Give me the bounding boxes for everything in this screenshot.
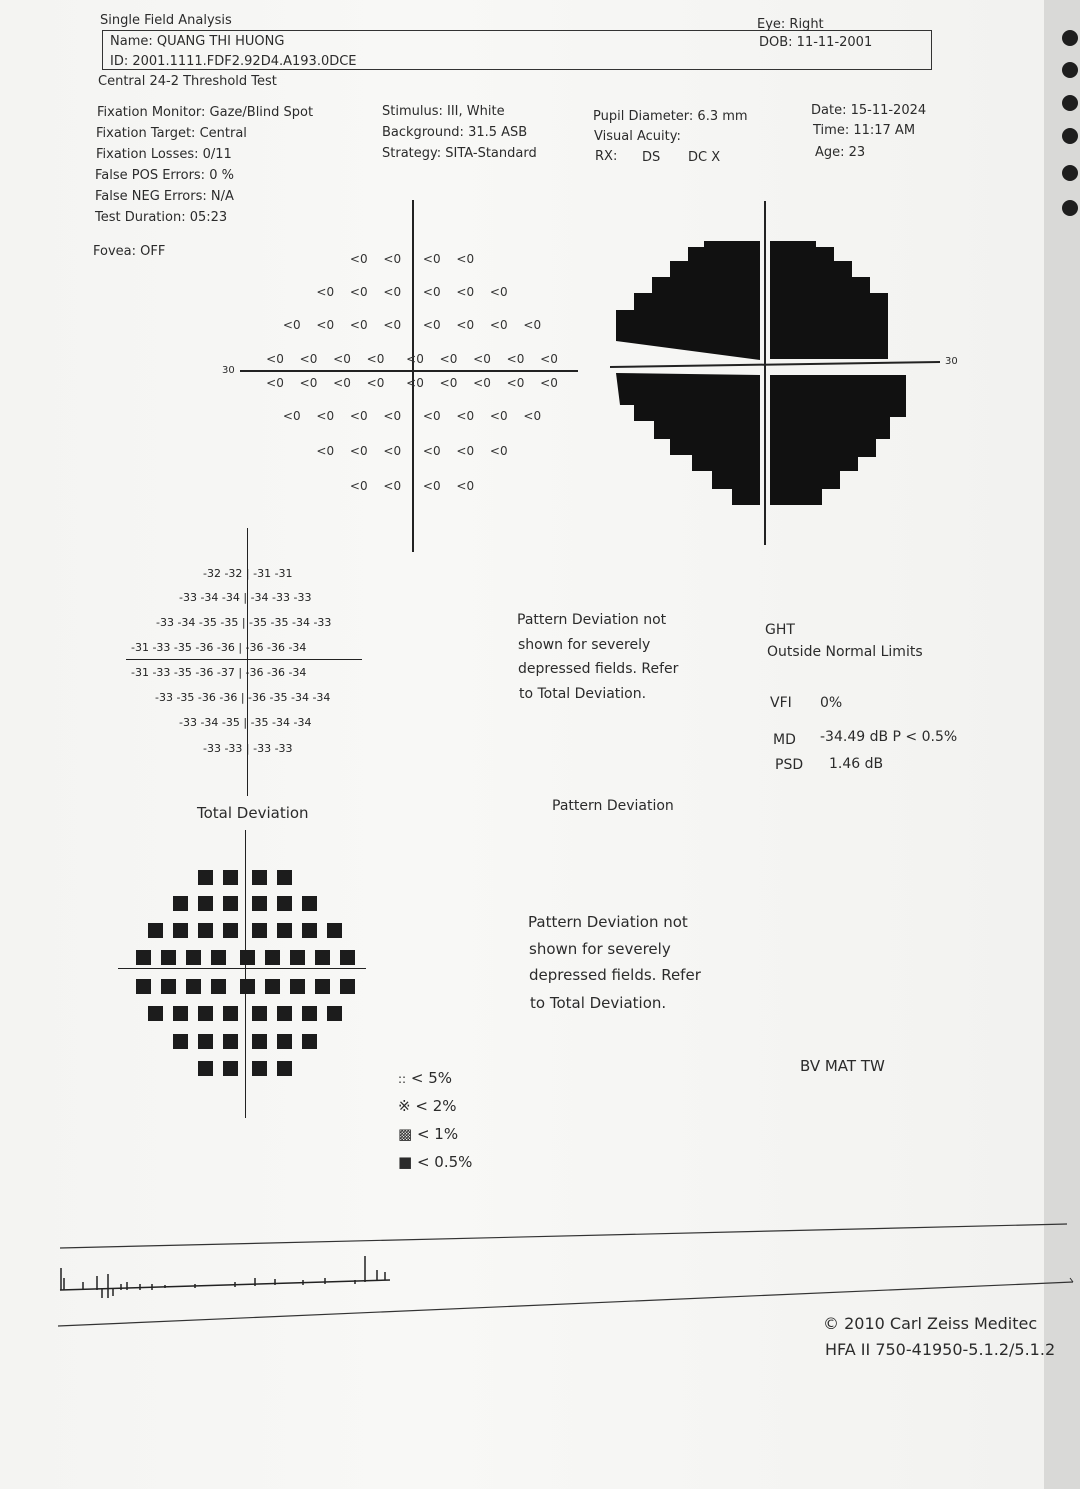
probability-square: [277, 870, 292, 885]
threshold-value: <0: [383, 409, 402, 423]
binder-ring: [1062, 128, 1078, 144]
threshold-value: <0: [349, 318, 368, 332]
vfi-value: 0%: [820, 695, 843, 711]
threshold-value: <0: [456, 252, 475, 266]
threshold-value: <0: [316, 444, 335, 458]
probability-square: [290, 950, 305, 965]
pattern-note-line: depressed fields. Refer: [529, 966, 701, 984]
dob-label: DOB: 11-11-2001: [759, 35, 873, 50]
threshold-value: <0: [349, 285, 368, 299]
probability-square: [252, 1034, 267, 1049]
fixation-losses: Fixation Losses: 0/11: [96, 147, 232, 162]
threshold-value: <0: [540, 352, 558, 366]
threshold-value: <0: [540, 376, 558, 390]
binder-ring: [1062, 200, 1078, 216]
probability-square: [223, 1006, 238, 1021]
probability-square: [223, 896, 238, 911]
gaze-baseline: [60, 1280, 390, 1290]
probability-square: [340, 950, 355, 965]
grayscale-field: [616, 241, 906, 505]
md-label: MD: [773, 732, 796, 748]
threshold-axis-label: 30: [222, 365, 235, 376]
probability-square: [148, 1006, 163, 1021]
threshold-value: <0: [366, 376, 385, 390]
report-title: Single Field Analysis: [100, 13, 232, 28]
fixation-monitor: Fixation Monitor: Gaze/Blind Spot: [97, 105, 314, 120]
md-value: -34.49 dB P < 0.5%: [820, 729, 958, 745]
probability-square: [277, 896, 292, 911]
probability-square: [173, 923, 188, 938]
threshold-value: <0: [523, 318, 542, 332]
probability-square: [252, 1061, 267, 1076]
threshold-value: <0: [316, 318, 335, 332]
rx-dc: DC X: [688, 150, 721, 165]
probability-square: [277, 1006, 292, 1021]
dots-icon: ::: [398, 1072, 407, 1086]
rx-ds: DS: [642, 150, 661, 165]
threshold-value: <0: [422, 409, 441, 423]
probability-square: [186, 950, 201, 965]
threshold-value: <0: [299, 352, 318, 366]
td-row: -33 -34 -35 -35 | -35 -35 -34 -33: [156, 616, 332, 629]
dense-pattern-icon: ▩: [398, 1125, 413, 1143]
pattern-note-line: Pattern Deviation not: [517, 612, 667, 628]
probability-square: [173, 1006, 188, 1021]
threshold-value: <0: [422, 318, 441, 332]
legend-item-2pct: [398, 1097, 457, 1115]
td-row: -33 -33 | -33 -33: [203, 742, 293, 755]
psd-label: PSD: [775, 757, 804, 773]
stimulus: Stimulus: III, White: [382, 104, 505, 119]
vfi-label: VFI: [770, 695, 792, 711]
probability-square: [223, 1061, 238, 1076]
threshold-horizontal-axis: [240, 370, 578, 372]
threshold-value: <0: [333, 376, 351, 390]
threshold-value: <0: [349, 252, 368, 266]
probability-square: [252, 896, 267, 911]
background: Background: 31.5 ASB: [382, 125, 528, 140]
probability-square: [265, 950, 280, 965]
gaze-right-border: [1070, 1278, 1073, 1282]
legend-label: < 1%: [416, 1125, 459, 1143]
threshold-value: <0: [383, 479, 402, 493]
threshold-value: <0: [406, 352, 424, 366]
probability-square: [198, 870, 213, 885]
test-duration: Test Duration: 05:23: [95, 210, 228, 225]
probability-square: [173, 896, 188, 911]
td-row: -31 -33 -35 -36 -37 | -36 -36 -34: [131, 666, 307, 679]
legend-item-05pct: [398, 1153, 472, 1171]
total-deviation-label: Total Deviation: [197, 804, 309, 822]
gaze-trace: [61, 1256, 385, 1298]
threshold-value: <0: [439, 352, 458, 366]
probability-square: [302, 896, 317, 911]
threshold-value: <0: [489, 444, 508, 458]
probability-square: [198, 1061, 213, 1076]
probability-square: [340, 979, 355, 994]
eye-label: Eye: Right: [757, 17, 824, 32]
legend-label: < 5%: [410, 1069, 453, 1087]
binder-ring: [1062, 30, 1078, 46]
probability-square: [302, 1034, 317, 1049]
td-horizontal-axis: [126, 659, 362, 660]
probability-square: [277, 1034, 292, 1049]
threshold-value: <0: [456, 409, 475, 423]
threshold-value: <0: [439, 376, 458, 390]
probability-square: [161, 950, 176, 965]
threshold-value: <0: [266, 376, 284, 390]
probability-square: [198, 1034, 213, 1049]
td-row: -33 -35 -36 -36 | -36 -35 -34 -34: [155, 691, 331, 704]
probability-square: [277, 1061, 292, 1076]
probability-square: [136, 950, 151, 965]
patient-id: ID: 2001.1111.FDF2.92D4.A193.0DCE: [110, 54, 357, 69]
td-row: -32 -32 | -31 -31: [203, 567, 293, 580]
threshold-value: <0: [333, 352, 351, 366]
threshold-value: <0: [383, 285, 402, 299]
legend-label: < 0.5%: [416, 1153, 473, 1171]
visual-acuity: Visual Acuity:: [594, 129, 681, 144]
copyright: © 2010 Carl Zeiss Meditec: [823, 1314, 1038, 1333]
prob-vertical-axis: [245, 830, 246, 1118]
probability-square: [223, 923, 238, 938]
probability-square: [252, 870, 267, 885]
threshold-value: <0: [383, 252, 402, 266]
pattern-deviation-label: Pattern Deviation: [552, 798, 674, 814]
probability-square: [223, 870, 238, 885]
probability-square: [211, 979, 226, 994]
grayscale-plot: [600, 195, 970, 555]
pattern-note-line: shown for severely: [529, 940, 671, 958]
probability-square: [136, 979, 151, 994]
td-row: -33 -34 -35 | -35 -34 -34: [179, 716, 312, 729]
threshold-value: <0: [456, 285, 475, 299]
threshold-value: <0: [489, 409, 508, 423]
threshold-value: <0: [349, 479, 368, 493]
sparse-pattern-icon: ※: [398, 1097, 411, 1115]
probability-square: [302, 923, 317, 938]
pattern-note-line: to Total Deviation.: [530, 994, 667, 1012]
probability-square: [290, 979, 305, 994]
threshold-value: <0: [422, 252, 441, 266]
test-date: Date: 15-11-2024: [811, 103, 927, 118]
threshold-value: <0: [473, 376, 491, 390]
threshold-value: <0: [349, 444, 368, 458]
probability-square: [315, 950, 330, 965]
strategy: Strategy: SITA-Standard: [382, 146, 537, 161]
binder-ring: [1062, 62, 1078, 78]
threshold-value: <0: [406, 376, 424, 390]
probability-square: [252, 923, 267, 938]
grayscale-horizontal-axis: [610, 362, 940, 367]
probability-square: [252, 1006, 267, 1021]
pupil-diameter: Pupil Diameter: 6.3 mm: [593, 109, 748, 124]
threshold-value: <0: [456, 444, 475, 458]
probability-square: [240, 950, 255, 965]
test-name: Central 24-2 Threshold Test: [98, 74, 277, 89]
binder-ring: [1062, 165, 1078, 181]
binder-ring: [1062, 95, 1078, 111]
false-neg-errors: False NEG Errors: N/A: [95, 189, 234, 204]
td-row: -33 -34 -34 | -34 -33 -33: [179, 591, 312, 604]
legend-item-1pct: [398, 1125, 458, 1143]
threshold-value: <0: [422, 444, 441, 458]
pattern-note-line: depressed fields. Refer: [518, 661, 679, 677]
pattern-note-line: Pattern Deviation not: [528, 913, 688, 931]
probability-square: [161, 979, 176, 994]
probability-square: [198, 923, 213, 938]
threshold-value: <0: [489, 285, 508, 299]
threshold-value: <0: [282, 318, 301, 332]
probability-square: [315, 979, 330, 994]
td-row: -31 -33 -35 -36 -36 | -36 -36 -34: [131, 641, 307, 654]
threshold-value: <0: [523, 409, 542, 423]
solid-square-icon: ■: [398, 1153, 413, 1171]
threshold-value: <0: [473, 352, 491, 366]
test-time: Time: 11:17 AM: [813, 123, 916, 138]
patient-name: Name: QUANG THI HUONG: [110, 34, 285, 49]
probability-square: [277, 923, 292, 938]
probability-square: [327, 923, 342, 938]
probability-square: [223, 1034, 238, 1049]
probability-square: [240, 979, 255, 994]
fixation-target: Fixation Target: Central: [96, 126, 247, 141]
threshold-value: <0: [506, 376, 525, 390]
psd-value: 1.46 dB: [829, 756, 884, 772]
probability-square: [186, 979, 201, 994]
threshold-value: <0: [316, 409, 335, 423]
probability-square: [198, 1006, 213, 1021]
rx-label: RX:: [595, 149, 618, 164]
threshold-value: <0: [456, 479, 475, 493]
ght-label: GHT: [765, 622, 795, 638]
grayscale-axis-label: 30: [945, 356, 958, 367]
threshold-value: <0: [316, 285, 335, 299]
probability-square: [173, 1034, 188, 1049]
false-pos-errors: False POS Errors: 0 %: [95, 168, 234, 183]
probability-square: [302, 1006, 317, 1021]
threshold-value: <0: [266, 352, 284, 366]
patient-age: Age: 23: [815, 145, 866, 160]
gaze-top-border: [60, 1224, 1067, 1248]
threshold-value: <0: [489, 318, 508, 332]
threshold-value: <0: [299, 376, 318, 390]
threshold-value: <0: [349, 409, 368, 423]
legend-label: < 2%: [415, 1097, 457, 1115]
bv-mat-label: BV MAT TW: [800, 1057, 885, 1075]
probability-square: [211, 950, 226, 965]
pattern-note-line: shown for severely: [518, 637, 651, 653]
threshold-value: <0: [422, 285, 441, 299]
probability-square: [148, 923, 163, 938]
fovea-status: Fovea: OFF: [93, 244, 166, 259]
threshold-value: <0: [383, 318, 402, 332]
probability-square: [265, 979, 280, 994]
threshold-value: <0: [456, 318, 475, 332]
legend-item-5pct: [398, 1069, 452, 1087]
threshold-value: <0: [422, 479, 441, 493]
probability-square: [327, 1006, 342, 1021]
threshold-value: <0: [366, 352, 385, 366]
threshold-value: <0: [282, 409, 301, 423]
device-model: HFA II 750-41950-5.1.2/5.1.2: [825, 1340, 1056, 1359]
pattern-note-line: to Total Deviation.: [519, 686, 647, 702]
prob-horizontal-axis: [118, 968, 366, 969]
probability-square: [198, 896, 213, 911]
ght-value: Outside Normal Limits: [767, 644, 923, 660]
threshold-value: <0: [383, 444, 402, 458]
threshold-value: <0: [506, 352, 525, 366]
